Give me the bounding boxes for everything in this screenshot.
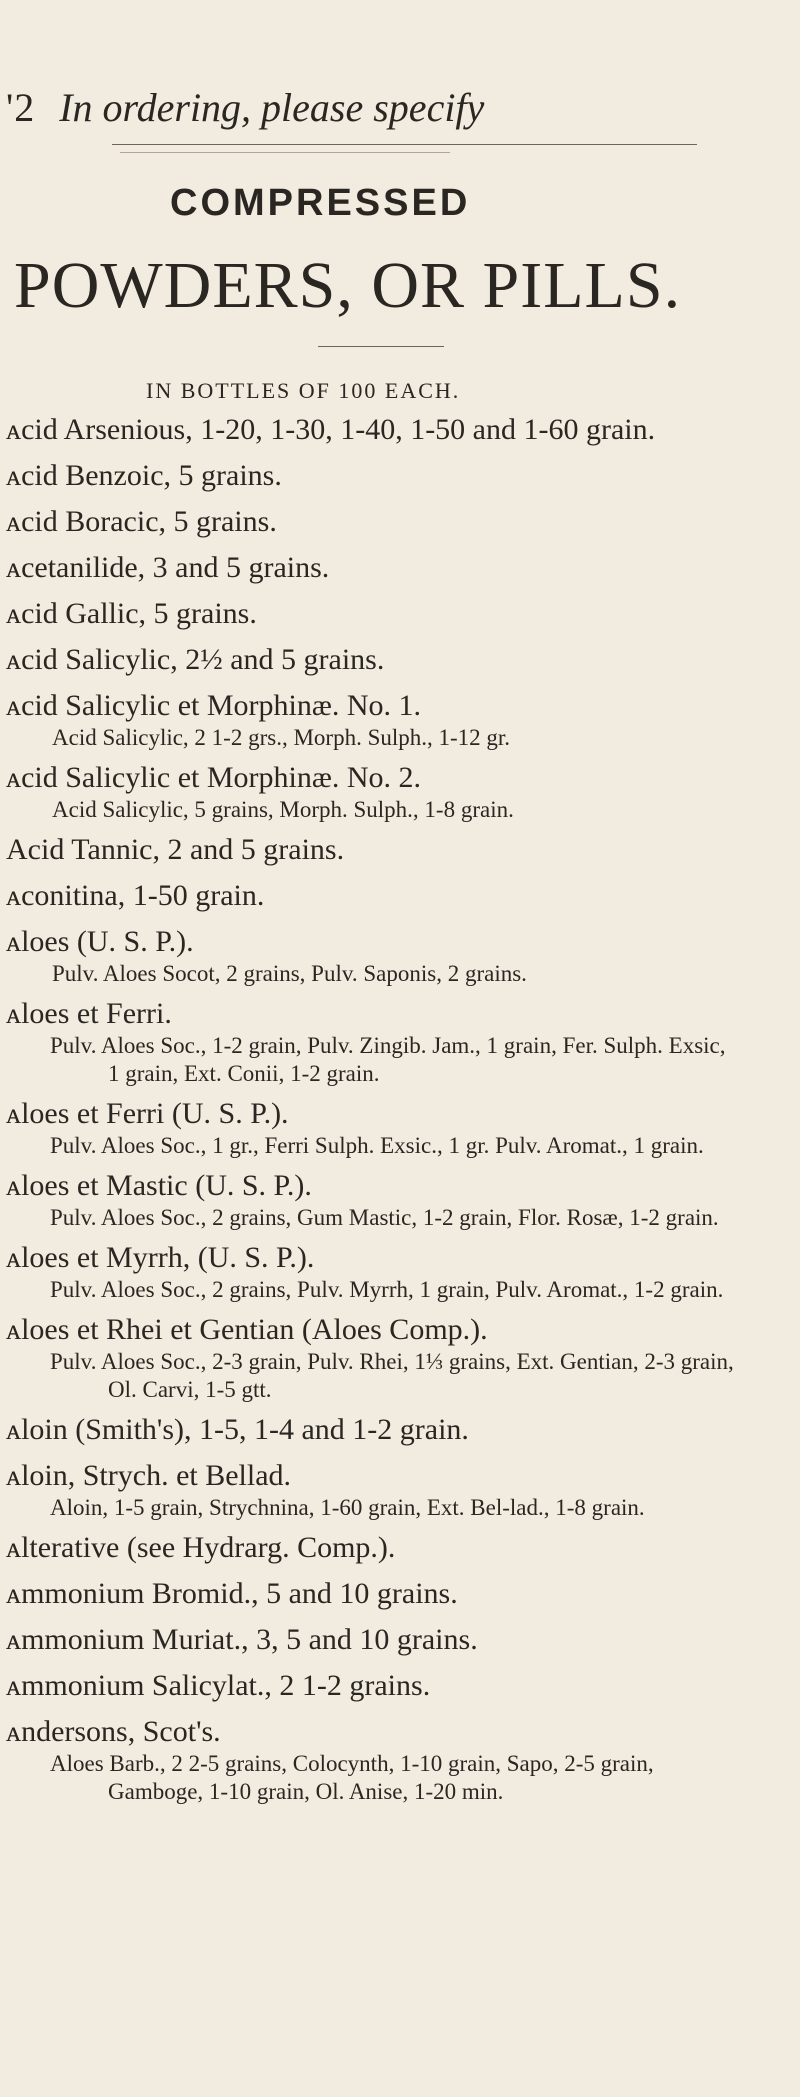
- entry-detail: Pulv. Aloes Soc., 1-2 grain, Pulv. Zingib. Jam., 1 grain, Fer. Sulph. Exsic, 1 grain, Ext. Conii, 1-2 grain.: [50, 1033, 726, 1086]
- list-item: [0, 1528, 800, 1568]
- entry-title: ᴀmmonium Bromid., 5 and 10 grains.: [6, 1577, 458, 1610]
- list-item: [0, 1310, 800, 1404]
- entry-title: ᴀndersons, Scot's.: [6, 1715, 221, 1748]
- entry-title: ᴀloin (Smith's), 1-5, 1-4 and 1-2 grain.: [6, 1413, 469, 1446]
- entry-title: ᴀcid Boracic, 5 grains.: [6, 505, 277, 538]
- entry-title: ᴀloes et Rhei et Gentian (Aloes Comp.).: [6, 1313, 488, 1346]
- list-item: [0, 410, 800, 450]
- list-item: [0, 1666, 800, 1706]
- list-item: [0, 994, 800, 1088]
- list-item: [0, 1410, 800, 1450]
- list-item: [0, 830, 800, 870]
- entry-title: ᴀloin, Strych. et Bellad.: [6, 1459, 292, 1492]
- entry-detail: Pulv. Aloes Soc., 1 gr., Ferri Sulph. Exsic., 1 gr. Pulv. Aromat., 1 grain.: [50, 1133, 704, 1158]
- entry-list: [0, 410, 800, 1812]
- header-rule: [112, 144, 697, 145]
- entry-detail: Pulv. Aloes Socot, 2 grains, Pulv. Saponis, 2 grains.: [52, 961, 527, 986]
- page-subtitle: IN BOTTLES OF 100 EACH.: [146, 378, 461, 403]
- entry-detail: Aloes Barb., 2 2-5 grains, Colocynth, 1-10 grain, Sapo, 2-5 grain, Gamboge, 1-10 grain, Ol. Anise, 1-20 min.: [50, 1751, 654, 1804]
- section-label: COMPRESSED: [170, 182, 471, 224]
- entry-title: ᴀloes (U. S. P.).: [6, 925, 194, 958]
- list-item: [0, 1574, 800, 1614]
- title-rule: [318, 346, 444, 347]
- list-item: [0, 1712, 800, 1806]
- entry-title: ᴀcid Arsenious, 1-20, 1-30, 1-40, 1-50 and 1-60 grain.: [6, 413, 656, 446]
- list-item: [0, 456, 800, 496]
- list-item: [0, 594, 800, 634]
- list-item: [0, 1238, 800, 1304]
- entry-detail: Aloin, 1-5 grain, Strychnina, 1-60 grain, Ext. Bel-lad., 1-8 grain.: [50, 1495, 645, 1520]
- list-item: [0, 758, 800, 824]
- header-rule-secondary: [120, 152, 450, 153]
- entry-detail: Acid Salicylic, 2 1-2 grs., Morph. Sulph., 1-12 gr.: [52, 725, 511, 750]
- entry-title: ᴀmmonium Salicylat., 2 1-2 grains.: [6, 1669, 431, 1702]
- entry-title: ᴀcid Salicylic et Morphinæ. No. 2.: [6, 761, 422, 794]
- list-item: [0, 640, 800, 680]
- list-item: [0, 1094, 800, 1160]
- entry-detail: Pulv. Aloes Soc., 2 grains, Gum Mastic, 1-2 grain, Flor. Rosæ, 1-2 grain.: [50, 1205, 719, 1230]
- header-text: In ordering, please specify: [59, 85, 485, 130]
- list-item: [0, 1456, 800, 1522]
- running-header: [6, 84, 484, 131]
- page-number: '2: [6, 85, 36, 130]
- page-title: POWDERS, OR PILLS.: [14, 249, 682, 322]
- entry-detail: Acid Salicylic, 5 grains, Morph. Sulph., 1-8 grain.: [52, 797, 514, 822]
- list-item: [0, 548, 800, 588]
- entry-title: ᴀcetanilide, 3 and 5 grains.: [6, 551, 330, 584]
- entry-detail: Pulv. Aloes Soc., 2-3 grain, Pulv. Rhei, 1⅓ grains, Ext. Gentian, 2-3 grain, Ol. Carvi, 1-5 gtt.: [50, 1349, 734, 1402]
- list-item: [0, 686, 800, 752]
- entry-title: ᴀcid Salicylic et Morphinæ. No. 1.: [6, 689, 422, 722]
- entry-title: ᴀloes et Ferri.: [6, 997, 172, 1030]
- list-item: [0, 922, 800, 988]
- entry-title: ᴀcid Salicylic, 2½ and 5 grains.: [6, 643, 385, 676]
- entry-detail: Pulv. Aloes Soc., 2 grains, Pulv. Myrrh, 1 grain, Pulv. Aromat., 1-2 grain.: [50, 1277, 724, 1302]
- list-item: [0, 502, 800, 542]
- entry-title: ᴀloes et Ferri (U. S. P.).: [6, 1097, 289, 1130]
- entry-title: ᴀconitina, 1-50 grain.: [6, 879, 265, 912]
- list-item: [0, 1166, 800, 1232]
- entry-title: ᴀloes et Mastic (U. S. P.).: [6, 1169, 312, 1202]
- entry-title: Acid Tannic, 2 and 5 grains.: [6, 833, 345, 866]
- list-item: [0, 1620, 800, 1660]
- entry-title: ᴀcid Gallic, 5 grains.: [6, 597, 257, 630]
- entry-title: ᴀlterative (see Hydrarg. Comp.).: [6, 1531, 396, 1564]
- entry-title: ᴀmmonium Muriat., 3, 5 and 10 grains.: [6, 1623, 478, 1656]
- list-item: [0, 876, 800, 916]
- entry-title: ᴀloes et Myrrh, (U. S. P.).: [6, 1241, 315, 1274]
- entry-title: ᴀcid Benzoic, 5 grains.: [6, 459, 282, 492]
